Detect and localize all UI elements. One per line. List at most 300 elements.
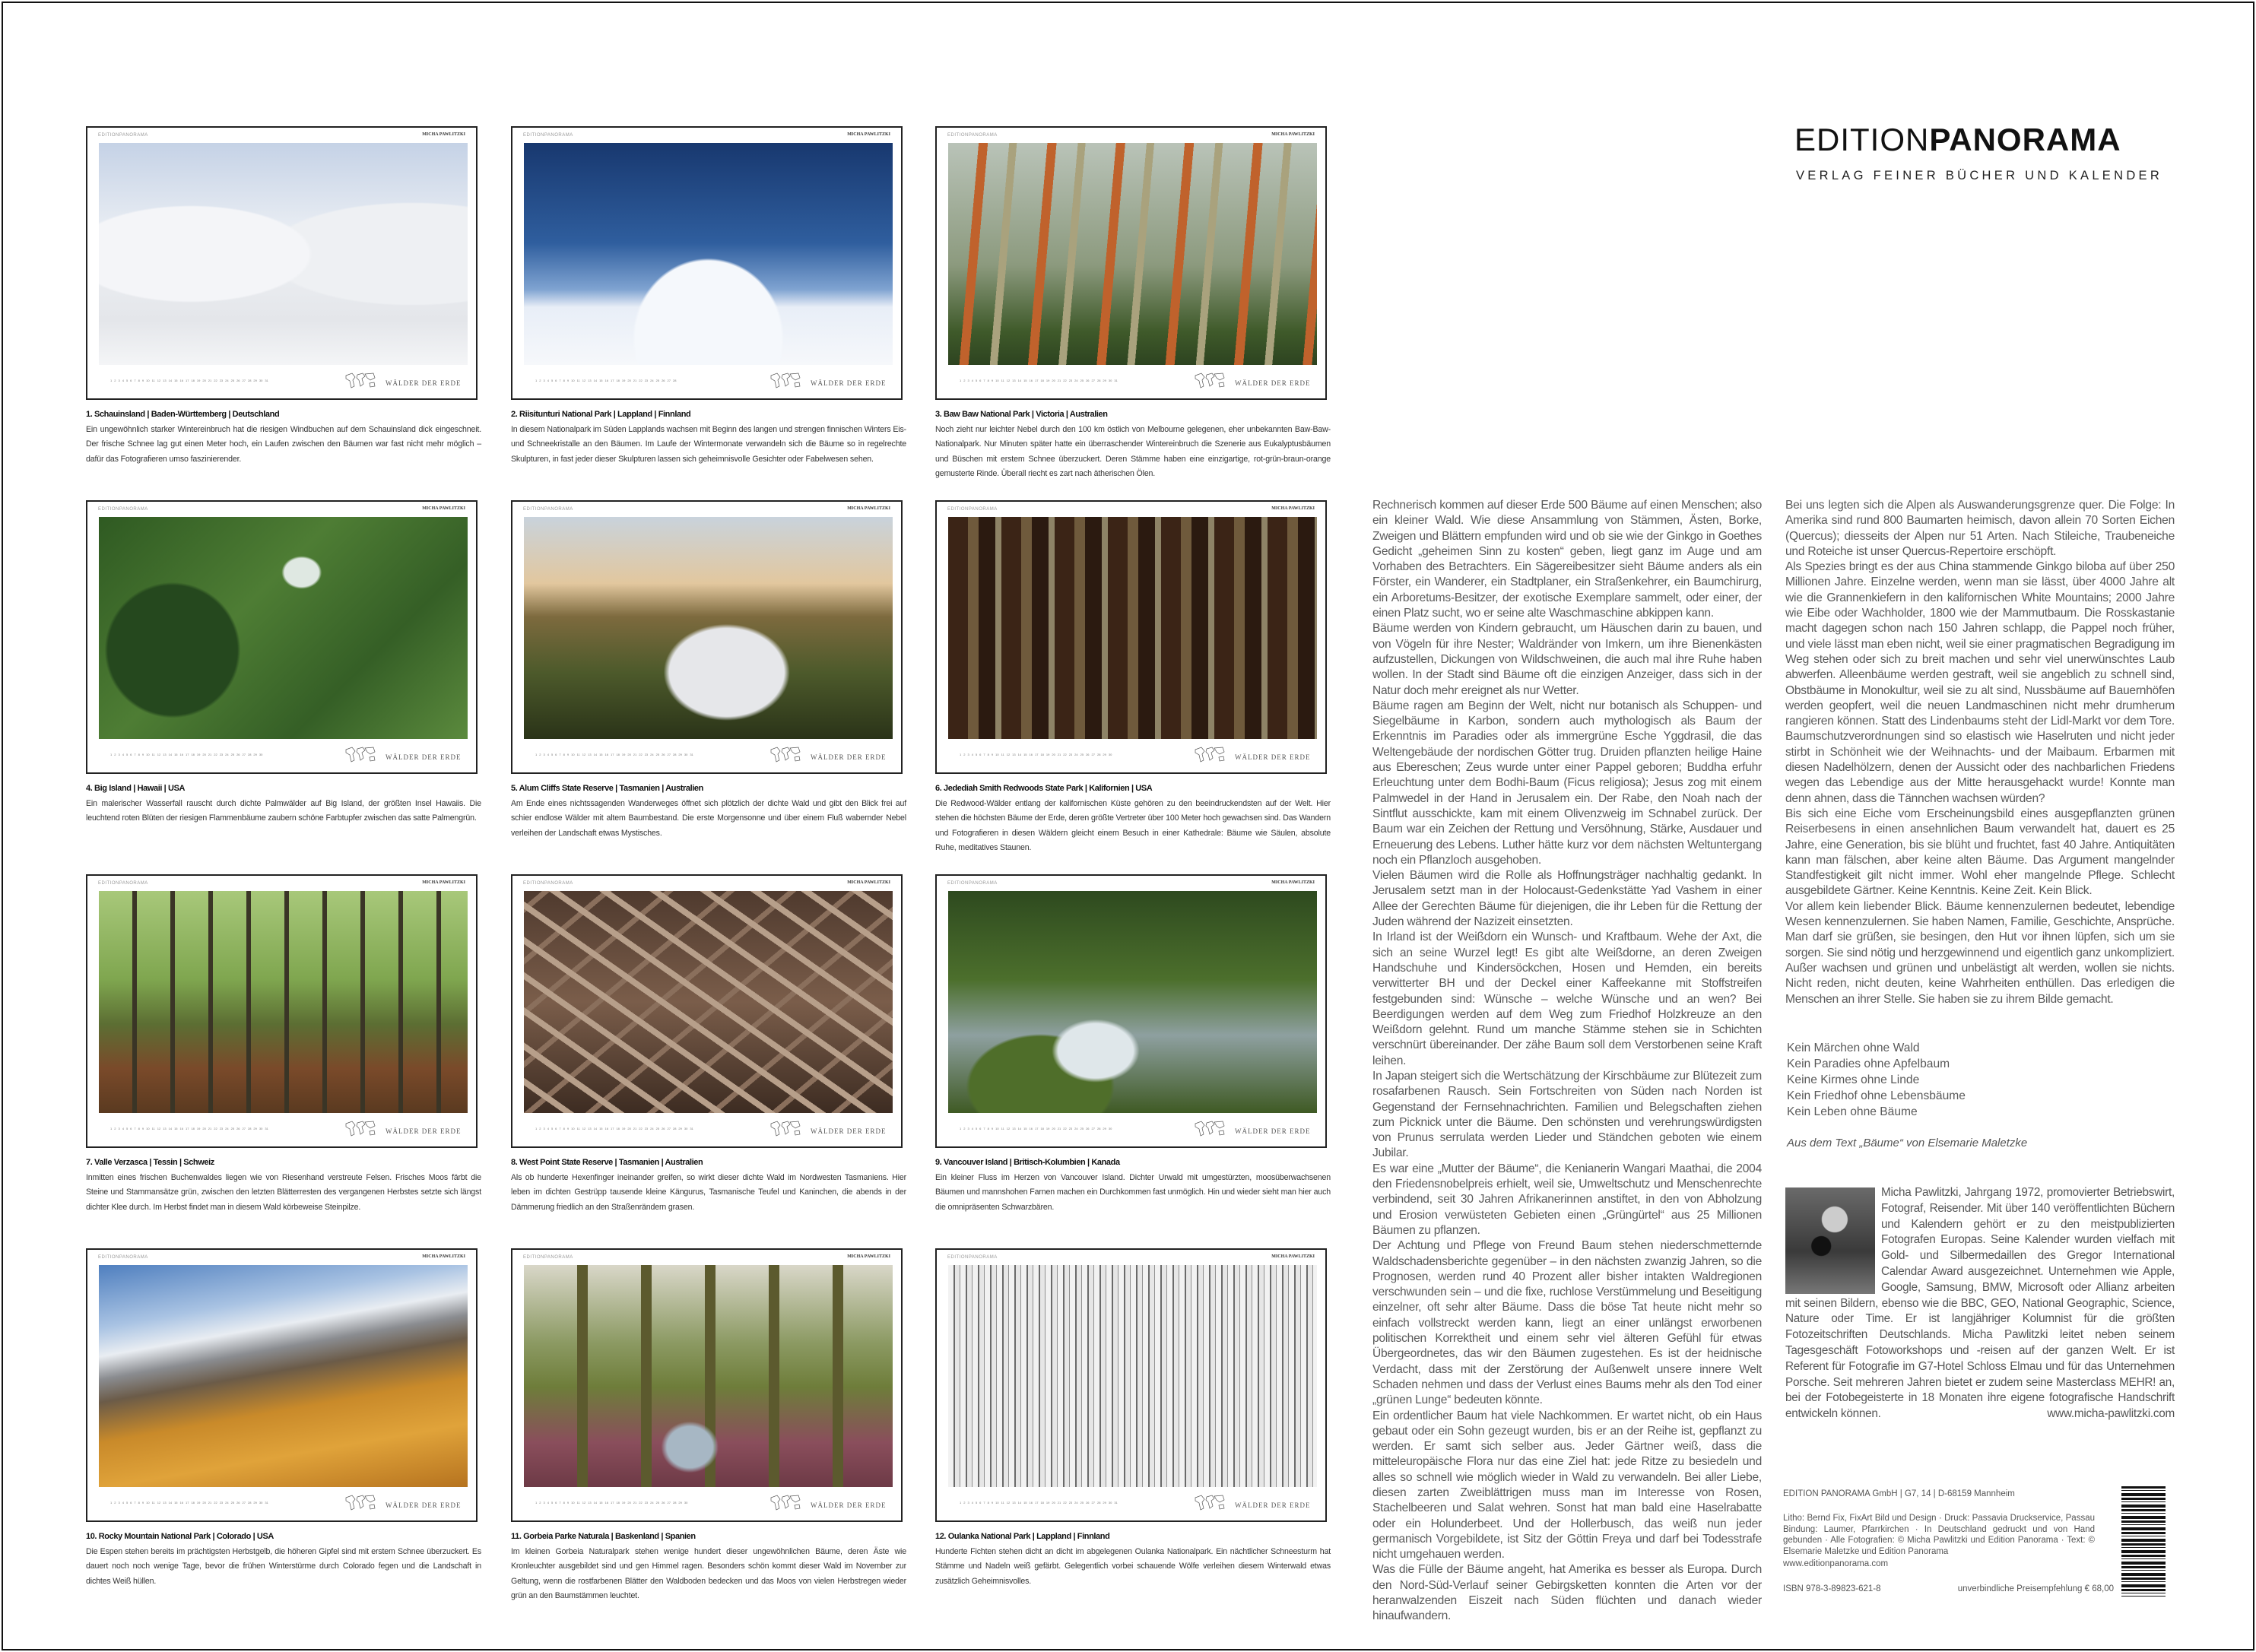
poem-line: Kein Paradies ohne Apfelbaum	[1787, 1057, 1950, 1070]
calendar-day: 9	[991, 379, 994, 382]
essay-column-left	[1372, 498, 1762, 1625]
calendar-day: 2	[539, 753, 541, 756]
month-caption	[935, 407, 1331, 482]
calendar-day: 19	[1046, 379, 1050, 382]
calendar-day: 28	[672, 753, 677, 756]
calendar-day: 20	[627, 1127, 631, 1130]
calendar-day: 21	[633, 379, 637, 382]
price: unverbindliche Preisempfehlung € 68,00	[1957, 1584, 2114, 1593]
calendar-day: 10	[571, 1501, 575, 1505]
calendar-day: 22	[214, 1501, 217, 1505]
calendar-day: 29	[253, 753, 257, 756]
calendar-day: 10	[995, 1501, 999, 1505]
calendar-day: 27	[667, 753, 671, 756]
calendar-day: 17	[610, 379, 614, 382]
calendar-day: 24	[1074, 1501, 1078, 1505]
calendar-day: 16	[179, 1501, 183, 1505]
calendar-day: 4	[971, 379, 973, 382]
calendar-day: 22	[1063, 1501, 1067, 1505]
calendar-day: 21	[1057, 379, 1061, 382]
card-brand: EDITIONPANORAMA	[523, 133, 573, 138]
calendar-day: 20	[1052, 379, 1055, 382]
calendar-day: 3	[967, 1501, 969, 1505]
calendar-day: 23	[644, 753, 649, 756]
world-map-icon	[1194, 745, 1226, 763]
month-photo	[948, 143, 1317, 365]
month-photo	[99, 891, 468, 1113]
month-caption-title: 2. Riisitunturi National Park | Lappland | Finnland	[511, 410, 691, 419]
calendar-day: 21	[1057, 1501, 1061, 1505]
calendar-day: 19	[196, 1501, 201, 1505]
calendar-day: 9	[141, 379, 144, 382]
calendar-day: 13	[588, 753, 592, 756]
calendar-day: 30	[684, 1127, 688, 1130]
calendar-day: 26	[1086, 753, 1090, 756]
calendar-day: 25	[655, 1501, 660, 1505]
calendar-day: 25	[230, 1501, 235, 1505]
calendar-day: 1	[535, 753, 538, 756]
calendar-day: 27	[1091, 1501, 1095, 1505]
calendar-day: 11	[151, 753, 155, 756]
calendar-day: 18	[191, 1127, 195, 1130]
calendar-day: 11	[1001, 1501, 1004, 1505]
calendar-day: 7	[983, 1501, 985, 1505]
calendar-day: 5	[975, 379, 978, 382]
calendar-day: 22	[214, 379, 217, 382]
calendar-day: 28	[247, 1127, 252, 1130]
calendar-day: 19	[1046, 753, 1050, 756]
month-caption-text: Hunderte Fichten stehen dicht an dicht im abgelegenen Oulanka Nationalpark. Ein nächtlicher Schneesturm hat Stämme und Nadeln weiß gefärbt. Gelegentlich vorbei schauende Wölfe verleihen diesem Winterwald etwas zusätzlich Geheimnisvolles.	[935, 1546, 1331, 1586]
calendar-day: 7	[134, 753, 136, 756]
calendar-day: 19	[196, 379, 201, 382]
calendar-series-title: WÄLDER DER ERDE	[1235, 1501, 1311, 1509]
calendar-day: 21	[633, 753, 637, 756]
calendar-day: 19	[621, 1501, 626, 1505]
month-caption	[511, 1530, 906, 1604]
calendar-day: 3	[118, 379, 120, 382]
calendar-day: 11	[151, 379, 155, 382]
calendar-day: 2	[963, 1501, 966, 1505]
calendar-day: 10	[571, 379, 575, 382]
calendar-day: 23	[1068, 1501, 1073, 1505]
world-map-icon	[769, 1493, 801, 1511]
calendar-day: 26	[662, 379, 665, 382]
calendar-day: 21	[208, 379, 212, 382]
month-caption	[511, 782, 906, 841]
essay-paragraph: Der Achtung und Pflege von Freund Baum stehen niederschmetternde Waldschadensberichte gegenüber – in den nächsten zwanzig Jahren, so die Prognosen, werden rund 40 Prozent aller bisher intakten Waldregionen verschwunden sein – und die fixe, ruchlose Verstümmelung und Beseitigung einzelner, oft sehr alter Bäume. Dass die böse Tat heute nicht mehr so einfach vollstreckt werden kann, liegt an einer unlängst erworbenen politischen Korrektheit und einem sehr viel älteren Gefühl für etwas Übergeordnetes, das wir den Bäumen zugestehen. Es ist der heidnische Verdacht, dass mit der Zerstörung der Außenwelt unsere innere Welt Schaden nehmen und dass der Verlust eines Baums mehr als den Tod einer „grünen Lunge“ bedeuten könnte.	[1372, 1239, 1762, 1407]
calendar-day: 7	[134, 1501, 136, 1505]
calendar-day: 16	[604, 379, 608, 382]
card-photographer: MICHA PAWLITZKI	[422, 880, 465, 885]
world-map-icon	[344, 745, 376, 763]
calendar-day: 25	[1080, 1127, 1084, 1130]
calendar-day: 6	[979, 753, 982, 756]
calendar-day: 5	[551, 1127, 554, 1130]
world-map-icon	[1194, 1119, 1226, 1137]
calendar-day: 28	[672, 379, 677, 382]
essay-paragraph: Bei uns legten sich die Alpen als Auswanderungsgrenze quer. Die Folge: In Amerika sind rund 800 Baumarten heimisch, davon allein 70 Sorten Eichen (Quercus); diesseits der Alpen nur 51 Arten. Nach Stileiche, Traubeneiche und Roteiche ist unser Quercus-Repertoire erschöpft.	[1785, 499, 2175, 558]
calendar-day: 13	[163, 1501, 167, 1505]
calendar-day: 1	[535, 1501, 538, 1505]
calendar-day: 30	[684, 753, 688, 756]
calendar-day: 17	[610, 1501, 614, 1505]
month-caption-text: Inmitten eines frischen Buchenwaldes liegen wie von Riesenhand verstreute Felsen. Frisches Moos färbt die Steine und Stammansätze grün, zwischen den letzten Blätterresten des vergangenen Herbstes setzte sich längst dichter Klee durch. Im Herbst findet man in diesem Wald körbeweise Steinpilze.	[86, 1172, 481, 1212]
essay-paragraph: Was die Fülle der Bäume angeht, hat Amerika es besser als Europa. Durch den Nord-Süd-Verlauf seiner Gebirgsketten konnten die Arten vor der heranwalzenden Eiszeit nach Süden flüchten und danach wieder hinaufwandern.	[1372, 1563, 1762, 1623]
barcode	[2121, 1486, 2166, 1597]
calendar-day: 13	[588, 1501, 592, 1505]
calendar-day: 15	[599, 1501, 603, 1505]
calendar-day: 12	[582, 753, 586, 756]
month-caption	[86, 782, 481, 826]
calendar-day: 3	[118, 1127, 120, 1130]
calendar-day: 28	[247, 1501, 252, 1505]
calendar-day: 5	[551, 1501, 554, 1505]
calendar-day: 1	[960, 753, 962, 756]
calendar-day: 25	[655, 379, 660, 382]
calendar-day: 10	[995, 1127, 999, 1130]
calendar-series-title: WÄLDER DER ERDE	[386, 753, 462, 761]
calendar-day: 26	[236, 379, 240, 382]
calendar-day: 8	[987, 1127, 989, 1130]
calendar-day: 23	[644, 1127, 649, 1130]
month-caption-text: Ein ungewöhnlich starker Wintereinbruch hat die riesigen Windbuchen auf dem Schauinsland dick eingeschneit. Der frische Schnee lag gut einen Meter hoch, ein Laufen zwischen den Bäumen war fast nicht mehr möglich – dafür das Fotografieren umso faszinierender.	[86, 424, 481, 464]
calendar-day: 12	[582, 1501, 586, 1505]
calendar-day: 29	[678, 1127, 682, 1130]
calendar-day: 13	[1012, 379, 1016, 382]
calendar-day: 10	[995, 753, 999, 756]
calendar-day: 24	[650, 379, 654, 382]
calendar-day: 18	[1040, 1127, 1044, 1130]
calendar-day: 10	[571, 753, 575, 756]
calendar-day: 24	[1074, 1127, 1078, 1130]
calendar-day: 12	[157, 1127, 161, 1130]
publisher-website-link[interactable]: www.editionpanorama.com	[1783, 1559, 1889, 1568]
calendar-day: 15	[174, 1501, 178, 1505]
calendar-day: 1	[110, 1501, 113, 1505]
calendar-day: 11	[576, 753, 580, 756]
calendar-day: 20	[202, 753, 206, 756]
calendar-day: 11	[576, 379, 580, 382]
card-brand: EDITIONPANORAMA	[947, 881, 998, 886]
calendar-day: 3	[543, 753, 545, 756]
calendar-day: 9	[991, 753, 994, 756]
calendar-day: 30	[259, 379, 263, 382]
card-brand: EDITIONPANORAMA	[947, 133, 998, 138]
photographer-website-link[interactable]: www.micha-pawlitzki.com	[2047, 1407, 2175, 1421]
month-caption-text: Als ob hunderte Hexenfinger ineinander greifen, so wirkt dieser dichte Wald im Nordwesten Tasmaniens. Hier leben im dichten Gestrüpp tausende kleine Kängurus, Tasmanische Teufel und Kaninchen, die abends in der Dämmerung friedlich an den Straßenrändern grasen.	[511, 1172, 906, 1212]
calendar-day: 15	[599, 1127, 603, 1130]
month-caption-title: 11. Gorbeia Parke Naturala | Baskenland | Spanien	[511, 1532, 696, 1541]
calendar-day: 2	[963, 1127, 966, 1130]
calendar-day: 31	[1114, 379, 1118, 382]
calendar-day: 6	[979, 1501, 982, 1505]
calendar-day: 12	[582, 379, 586, 382]
logo-light-text: EDITION	[1794, 122, 1930, 157]
calendar-day: 4	[122, 1501, 124, 1505]
calendar-day: 8	[138, 753, 140, 756]
calendar-day: 29	[1103, 753, 1106, 756]
calendar-day: 10	[146, 379, 150, 382]
essay-poem	[1787, 1040, 1966, 1120]
calendar-day: 11	[1001, 379, 1004, 382]
calendar-day-strip	[110, 1127, 323, 1130]
calendar-month-card	[511, 500, 903, 774]
calendar-day: 27	[1091, 1127, 1095, 1130]
calendar-day-strip	[535, 1127, 748, 1130]
calendar-day-strip	[110, 1501, 323, 1505]
calendar-day: 14	[1017, 1501, 1022, 1505]
calendar-day: 17	[1034, 379, 1039, 382]
calendar-day: 11	[151, 1501, 155, 1505]
essay-paragraph: Ein ordentlicher Baum hat viele Nachkommen. Er wartet nicht, ob ein Haus gebaut oder ein Sohn gezeugt wurden, bis er an der Reihe ist, gepflanzt zu werden. Er samt sich selber aus. Jeder Gärtner weiß, dass die mitteleuropäische Flora nur das eine Ziel hat: jede Ritze zu besiedeln und alles so schnell wie möglich wieder in Wald zu verwandeln. Bei aller Liebe, diesen zarten Zweiblättrigen muss man im Interesse von Rosen, Stachelbeeren und Salat wehren. Sonst hat man bald eine Haselrabatte oder ein Holunderbeet. Und der Hollerbusch, das weiß nun jeder germanisch Vorgebildete, ist Sitz der Göttin Freya und darf bei Todesstrafe nicht umgehauen werden.	[1372, 1409, 1762, 1562]
card-photographer: MICHA PAWLITZKI	[1271, 506, 1315, 511]
calendar-day: 6	[130, 1127, 132, 1130]
calendar-day: 21	[208, 1127, 212, 1130]
calendar-day: 19	[1046, 1127, 1050, 1130]
calendar-day: 26	[236, 1127, 240, 1130]
calendar-day: 25	[230, 753, 235, 756]
calendar-month-card	[511, 126, 903, 400]
calendar-month-card	[86, 500, 478, 774]
calendar-day: 7	[983, 753, 985, 756]
card-photographer: MICHA PAWLITZKI	[1271, 132, 1315, 137]
calendar-day: 26	[236, 1501, 240, 1505]
month-caption-text: Noch zieht nur leichter Nebel durch den 100 km östlich von Melbourne gelegenen, eher unbekannten Baw-Baw-Nationalpark. Nur Minuten später hatte ein überraschender Wintereinbruch die Szenerie aus Eukalyptusbäumen und Büschen mit erstem Schnee überzuckert. Deren Stämme haben eine einzigartige, rot-grün-braun-orange gemusterte Rinde. Überall riecht es zart nach ätherischen Ölen.	[935, 424, 1331, 478]
calendar-day: 14	[593, 379, 598, 382]
calendar-day: 28	[672, 1501, 677, 1505]
calendar-month-card	[86, 1248, 478, 1522]
calendar-day: 18	[1040, 379, 1044, 382]
month-caption	[86, 407, 481, 467]
calendar-day: 16	[1029, 379, 1033, 382]
calendar-day: 6	[979, 1127, 982, 1130]
calendar-day: 2	[114, 379, 116, 382]
calendar-day: 20	[627, 753, 631, 756]
month-photo	[524, 891, 893, 1113]
calendar-day: 29	[678, 753, 682, 756]
calendar-day: 25	[1080, 753, 1084, 756]
calendar-day: 17	[1034, 1501, 1039, 1505]
calendar-day: 16	[179, 379, 183, 382]
calendar-day: 31	[1114, 1501, 1118, 1505]
calendar-day: 6	[555, 379, 557, 382]
card-brand: EDITIONPANORAMA	[523, 881, 573, 886]
calendar-day: 24	[650, 1127, 654, 1130]
calendar-day: 18	[1040, 1501, 1044, 1505]
calendar-day: 7	[559, 1127, 561, 1130]
calendar-day: 18	[616, 1501, 620, 1505]
calendar-day: 22	[1063, 379, 1067, 382]
calendar-day: 29	[678, 1501, 682, 1505]
calendar-day: 11	[576, 1127, 580, 1130]
calendar-day: 27	[242, 379, 246, 382]
calendar-day: 9	[566, 1127, 570, 1130]
calendar-day: 23	[219, 1501, 224, 1505]
calendar-day: 2	[114, 1127, 116, 1130]
calendar-day: 30	[684, 1501, 688, 1505]
calendar-day: 24	[225, 1501, 229, 1505]
calendar-day: 2	[539, 1501, 541, 1505]
calendar-day: 9	[566, 1501, 570, 1505]
month-caption-title: 7. Valle Verzasca | Tessin | Schweiz	[86, 1158, 214, 1167]
calendar-day: 18	[616, 753, 620, 756]
calendar-series-title: WÄLDER DER ERDE	[811, 1501, 887, 1509]
calendar-day: 12	[1006, 1127, 1011, 1130]
month-caption	[511, 407, 906, 467]
calendar-day: 19	[621, 1127, 626, 1130]
month-photo	[948, 517, 1317, 739]
calendar-day: 13	[1012, 1501, 1016, 1505]
card-brand: EDITIONPANORAMA	[98, 1255, 148, 1260]
imprint-address: EDITION PANORAMA GmbH | G7, 14 | D-68159 Mannheim	[1783, 1489, 2015, 1498]
photographer-bio	[1785, 1185, 2175, 1422]
calendar-day: 23	[219, 1127, 224, 1130]
calendar-day: 17	[185, 753, 189, 756]
calendar-day: 8	[563, 753, 565, 756]
calendar-day: 14	[593, 1501, 598, 1505]
month-caption-title: 9. Vancouver Island | Britisch-Kolumbien | Kanada	[935, 1158, 1120, 1167]
calendar-day: 2	[539, 1127, 541, 1130]
calendar-day: 29	[253, 379, 257, 382]
calendar-day: 5	[975, 753, 978, 756]
month-photo	[524, 143, 893, 365]
calendar-day: 4	[122, 1127, 124, 1130]
calendar-day: 22	[1063, 1127, 1067, 1130]
calendar-day: 8	[987, 379, 989, 382]
calendar-day: 17	[1034, 753, 1039, 756]
calendar-day-strip	[535, 379, 748, 382]
isbn: ISBN 978-3-89823-621-8	[1783, 1584, 1881, 1593]
calendar-day: 17	[185, 1127, 189, 1130]
publisher-logo	[1794, 122, 2121, 158]
calendar-series-title: WÄLDER DER ERDE	[1235, 753, 1311, 761]
calendar-day-strip	[110, 379, 323, 382]
calendar-day: 29	[253, 1501, 257, 1505]
calendar-day: 3	[543, 379, 545, 382]
calendar-series-title: WÄLDER DER ERDE	[811, 379, 887, 387]
calendar-day: 21	[633, 1501, 637, 1505]
calendar-day: 29	[1103, 1501, 1106, 1505]
calendar-day: 8	[987, 1501, 989, 1505]
month-caption-title: 12. Oulanka National Park | Lappland | Finnland	[935, 1532, 1110, 1541]
calendar-day: 14	[1017, 1127, 1022, 1130]
calendar-day: 31	[690, 1127, 693, 1130]
calendar-day: 6	[979, 379, 982, 382]
calendar-day: 18	[616, 379, 620, 382]
calendar-day: 26	[236, 753, 240, 756]
calendar-day: 20	[1052, 1127, 1055, 1130]
month-caption-title: 4. Big Island | Hawaii | USA	[86, 784, 186, 793]
calendar-day: 7	[559, 379, 561, 382]
card-photographer: MICHA PAWLITZKI	[847, 506, 890, 511]
calendar-day: 3	[967, 753, 969, 756]
card-photographer: MICHA PAWLITZKI	[422, 506, 465, 511]
calendar-day: 6	[130, 1501, 132, 1505]
calendar-day: 12	[1006, 1501, 1011, 1505]
calendar-day: 5	[551, 379, 554, 382]
calendar-day: 15	[1023, 753, 1027, 756]
calendar-day: 28	[672, 1127, 677, 1130]
calendar-day: 13	[163, 753, 167, 756]
calendar-day: 23	[1068, 1127, 1073, 1130]
calendar-day: 31	[690, 753, 693, 756]
calendar-day: 22	[214, 1127, 217, 1130]
calendar-day: 9	[991, 1127, 994, 1130]
calendar-day: 3	[967, 1127, 969, 1130]
calendar-day: 26	[1086, 1127, 1090, 1130]
calendar-series-title: WÄLDER DER ERDE	[811, 1127, 887, 1135]
calendar-day: 22	[639, 379, 643, 382]
calendar-day: 26	[1086, 1501, 1090, 1505]
calendar-day: 18	[191, 379, 195, 382]
calendar-day: 4	[547, 1501, 549, 1505]
calendar-month-card	[511, 1248, 903, 1522]
calendar-day: 10	[146, 1501, 150, 1505]
calendar-series-title: WÄLDER DER ERDE	[1235, 1127, 1311, 1135]
calendar-day: 6	[555, 753, 557, 756]
calendar-day: 15	[1023, 379, 1027, 382]
card-photographer: MICHA PAWLITZKI	[1271, 1254, 1315, 1259]
calendar-day: 3	[543, 1501, 545, 1505]
month-photo	[524, 1265, 893, 1487]
calendar-day: 10	[146, 753, 150, 756]
calendar-day: 6	[555, 1127, 557, 1130]
card-brand: EDITIONPANORAMA	[523, 1255, 573, 1260]
calendar-day: 11	[576, 1501, 580, 1505]
calendar-day: 29	[1103, 1127, 1106, 1130]
calendar-day: 30	[259, 753, 263, 756]
calendar-day: 30	[259, 1127, 263, 1130]
calendar-day: 30	[1108, 379, 1112, 382]
calendar-day: 24	[225, 1127, 229, 1130]
calendar-day: 28	[1096, 1501, 1101, 1505]
calendar-day: 14	[1017, 379, 1022, 382]
calendar-day: 22	[639, 753, 643, 756]
calendar-day: 19	[621, 753, 626, 756]
calendar-month-card	[935, 874, 1327, 1148]
card-photographer: MICHA PAWLITZKI	[422, 1254, 465, 1259]
essay-paragraph: Bäume ragen am Beginn der Welt, nicht nur botanisch als Schuppen- und Siegelbäume in Karbon, sondern auch mythologisch als Baum der Erkenntnis im Paradies oder als immergrüne Esche Yggdrasil, die das Weltengebäude der nordischen Götter trug. Druiden pflanzten heilige Haine aus Ebereschen; Zeus wurde unter einer Pappel geboren; Buddha erfuhr Erleuchtung unter dem Bodhi-Baum (Ficus religiosa); Jesus zog mit einem Palmwedel in der Hand in Jerusalem ein. Der Rabe, den Noah nach der Sintflut ausschickte, kam mit einem Olivenzweig im Schnabel zurück. Der Baum war ein Zeichen der Rettung und Versöhnung, Stärke, Ausdauer und Erneuerung des Lebens. Luther hätte kurz vor dem nächsten Weltuntergang noch ein Pflanzloch ausgehoben.	[1372, 699, 1762, 867]
calendar-day: 23	[644, 379, 649, 382]
world-map-icon	[1194, 1493, 1226, 1511]
essay-paragraph: Als Spezies bringt es der aus China stammende Ginkgo biloba auf über 250 Millionen Jahre. Einzelne werden, wenn man sie lässt, über 4000 Jahre alt wie die Grannenkiefern in den kalifornischen White Mountains; 2000 Jahre wie Eibe oder Wachholder, 1800 wie der Mammutbaum. Die Rosskastanie macht dagegen schon nach 150 Jahren schlapp, die Pappel noch früher, und viele lässt man eben nicht, weil sie einer pragmatischen Begradigung im Weg stehen oder sich zu breit machen und sehr viel unerwünschtes Laub abwerfen. Alleenbäume werden gestraft, weil sie angeblich zu schnell sind, Obstbäume in Monokultur, weil sie zu alt sind, Nussbäume auf Bauernhöfen werden geopfert, weil die neuen Landmaschinen nicht mehr drumherum rangieren können. Statt des Lindenbaums steht der Lidl-Markt vor dem Tore. Baumschutzverordnungen sind so elastisch wie Haselruten und nicht jeder stirbt in Schönheit wie der Weihnachts- und der Maibaum. Erbarmen mit diesen Nadelhölzern, denen der Aussicht oder des nachbarlichen Friedens wegen das Lebendige aus der Mitte herausgehackt wurde! Konnte man denn ahnen, dass die Tännchen wachsen würden?	[1785, 560, 2175, 805]
calendar-day: 16	[1029, 1501, 1033, 1505]
calendar-day: 24	[225, 753, 229, 756]
calendar-day: 23	[1068, 379, 1073, 382]
calendar-month-card	[86, 874, 478, 1148]
calendar-day: 2	[963, 753, 966, 756]
calendar-day: 30	[1108, 1501, 1112, 1505]
calendar-day: 22	[639, 1501, 643, 1505]
calendar-series-title: WÄLDER DER ERDE	[386, 379, 462, 387]
calendar-day: 26	[662, 753, 665, 756]
calendar-day: 27	[667, 379, 671, 382]
calendar-day: 15	[174, 1127, 178, 1130]
calendar-day: 11	[1001, 1127, 1004, 1130]
calendar-day: 1	[960, 1127, 962, 1130]
calendar-series-title: WÄLDER DER ERDE	[386, 1127, 462, 1135]
calendar-day: 15	[1023, 1501, 1027, 1505]
calendar-day: 13	[163, 1127, 167, 1130]
calendar-day: 16	[179, 753, 183, 756]
month-caption-title: 10. Rocky Mountain National Park | Colorado | USA	[86, 1532, 274, 1541]
month-caption	[935, 1156, 1331, 1215]
calendar-day: 28	[1096, 753, 1101, 756]
calendar-day: 7	[559, 753, 561, 756]
calendar-day: 16	[179, 1127, 183, 1130]
calendar-day: 17	[185, 1501, 189, 1505]
essay-column-right	[1785, 498, 2175, 1007]
